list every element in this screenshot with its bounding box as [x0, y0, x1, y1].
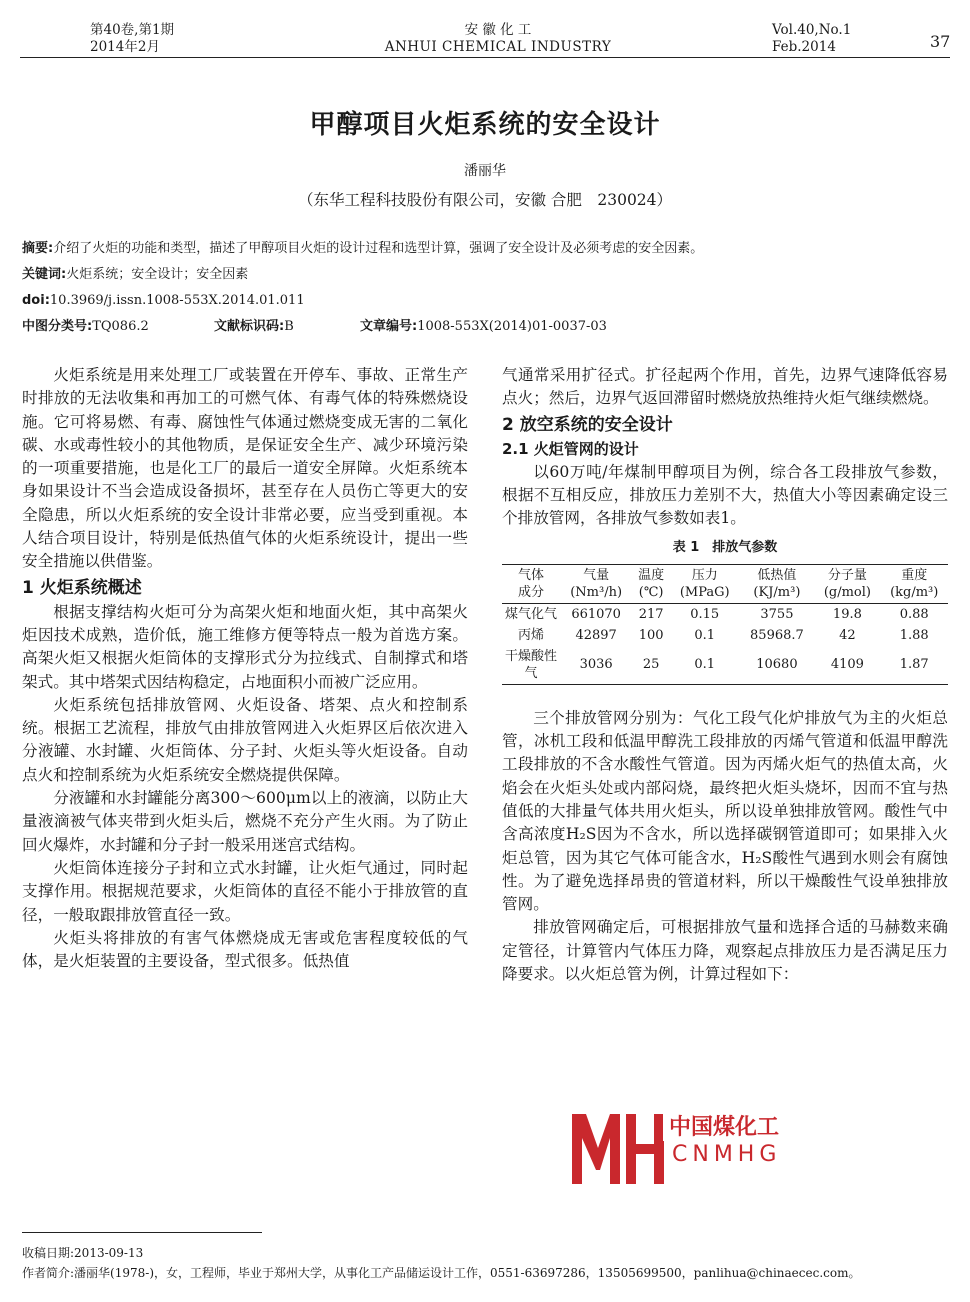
articleno-value: 1008-553X(2014)01-0037-03 — [417, 319, 607, 334]
table-cell: 0.1 — [694, 627, 716, 643]
subsection-heading-2-1: 2.1 火炬管网的设计 — [502, 439, 639, 458]
issue-date-cn: 2014年2月 — [90, 39, 160, 55]
doi-label: doi: — [22, 293, 50, 308]
table-cell: 10680 — [756, 657, 798, 673]
paragraph: 以60万吨/年煤制甲醇项目为例，综合各工段排放气参数，根据不互相反应，排放压力差别不大，热值大小等因素确定设三个排放管网，各排放气参数如表1。 — [502, 462, 948, 528]
paragraph: 火炬头将排放的有害气体燃烧成无害或危害程度较低的气体，是火炬装置的主要设备，型式很多。低热值 — [22, 928, 468, 971]
doccode-value: B — [284, 319, 294, 334]
table-cell: 3036 — [579, 657, 613, 673]
table-header-cell: 低热值 (KJ/m³) — [753, 567, 801, 600]
paragraph: 分液罐和水封罐能分离300～600μm以上的液滴，以防止大量液滴被气体夹带到火炬头后，燃烧不充分产生火雨。为了防止回火爆炸，水封罐和分子封一般采用迷宫式结构。 — [22, 789, 468, 854]
mh-logo-icon — [568, 1108, 668, 1188]
paragraph: 三个排放管网分别为：气化工段气化炉排放气为主的火炬总管，冰机工段和低温甲醇洗工段排放的丙烯气管道和低温甲醇洗工段排放的不含水酸性气管道。因为丙烯火炬气的热值太高，火焰会在火炬头处或内部闷烧，最终把火炬头烧坏，因而不宜与热值低的大排量气体共用火炬头，所以设单独排放管网。酸性气中含高浓度H₂S因为不含水，所以选择碳钢管道即可；如果排入火炬总管，因为其它气体可能含水，H₂S酸性气遇到水则会有腐蚀性。为了避免选择昂贵的管道材料，所以干燥酸性气设单独排放管网。 — [502, 708, 948, 914]
abstract — [22, 241, 952, 257]
table-cell: 42897 — [575, 627, 617, 643]
cnmhg-watermark-logo — [568, 1108, 904, 1188]
paragraph-continued: 气通常采用扩径式。扩径起两个作用，首先，边界气速降低容易点火；然后，边界气返回滞留时燃烧放热维持火炬气继续燃烧。 — [502, 366, 948, 408]
table-cell: 丙烯 — [517, 627, 544, 643]
table-cell: 煤气化气 — [504, 606, 557, 622]
table-caption: 表 1 排放气参数 — [672, 540, 778, 556]
table-cell: 661070 — [571, 606, 621, 622]
table-header-cell: 压力 (MPaG) — [679, 567, 730, 600]
doi — [22, 293, 952, 309]
table-header-cell: 气体 成分 — [517, 567, 544, 600]
footnote-divider — [22, 1232, 262, 1233]
table-header-cell: 分子量 (g/mol) — [823, 567, 871, 600]
table-cell: 42 — [839, 627, 856, 643]
doccode-label: 文献标识码: — [214, 319, 285, 334]
table-cell: 85968.7 — [750, 627, 804, 643]
table-header-cell: 重度 (kg/m³) — [890, 567, 939, 600]
abstract-label: 摘要: — [22, 241, 54, 256]
volume-issue-en: Vol.40,No.1 — [772, 22, 852, 38]
intro-paragraph: 火炬系统是用来处理工厂或装置在开停车、事故、正常生产时排放的无法收集和再加工的可燃气体、有毒气体的特殊燃烧设施。它可将易燃、有毒、腐蚀性气体通过燃烧变成无害的二氧化碳、水或毒性较小的其他物质，是保证安全生产、减少环境污染的一项重要措施，也是化工厂的最后一道安全屏障。火炬系统本身如果设计不当会造成设备损坏，甚至存在人员伤亡等更大的安全隐患，所以火炬系统的安全设计非常必要，应当受到重视。本人结合项目设计，特别是低热值气体的火炬系统设计，提出一些安全措施以供借鉴。 — [22, 366, 468, 571]
page-number: 37 — [930, 32, 951, 51]
table-cell: 0.88 — [899, 606, 929, 622]
table-cell: 3755 — [760, 606, 794, 622]
table-cell: 干燥酸性气 — [504, 648, 557, 681]
table-cell: 1.88 — [899, 627, 929, 643]
section-heading-1: 1 火炬系统概述 — [22, 577, 142, 598]
keywords-label: 关键词: — [22, 267, 67, 282]
journal-name-cn: 安 徽 化 工 — [464, 22, 532, 38]
watermark-english-text: CNMHG — [668, 1142, 785, 1167]
clc-label: 中图分类号: — [22, 319, 93, 334]
keywords-text: 火炬系统；安全设计；安全因素 — [66, 267, 249, 282]
table-row — [502, 603, 948, 625]
watermark-chinese-text: 中国煤化工 — [663, 1110, 785, 1141]
table-cell: 0.1 — [694, 657, 716, 673]
volume-issue: 第40卷,第1期 — [90, 22, 175, 38]
table-row — [502, 625, 948, 646]
table-cell: 217 — [638, 606, 664, 622]
table-cell: 100 — [638, 627, 664, 643]
issue-date-en: Feb.2014 — [772, 39, 836, 55]
article-author: 潘丽华 — [464, 163, 506, 179]
body-right-column — [502, 364, 948, 986]
table-cell: 25 — [642, 657, 660, 673]
article-title: 甲醇项目火炬系统的安全设计 — [309, 110, 661, 140]
table-cell: 4109 — [830, 657, 864, 673]
table-cell: 19.8 — [832, 606, 862, 622]
paragraph: 根据支撑结构火炬可分为高架火炬和地面火炬，其中高架火炬因技术成熟，造价低，施工维修方便等特点一般为首选方案。高架火炬又根据火炬筒体的支撑形式分为拉线式、自制撑式和塔架式。其中塔架式因结构稳定，占地面积小而被广泛应用。 — [22, 602, 468, 691]
abstract-text: 介绍了火炬的功能和类型，描述了甲醇项目火炬的设计过程和选型计算，强调了安全设计及必须考虑的安全因素。 — [53, 241, 704, 256]
table-row — [502, 646, 948, 685]
doi-value: 10.3969/j.issn.1008-553X.2014.01.011 — [49, 293, 305, 308]
journal-volume-info — [90, 22, 174, 56]
body-left-column — [22, 364, 468, 973]
clc-value: TQ086.2 — [92, 319, 149, 334]
table-header-cell: 气量 (Nm³/h) — [570, 567, 623, 600]
section-heading-2: 2 放空系统的安全设计 — [502, 414, 673, 435]
table-header-cell: 温度 (℃) — [638, 567, 665, 600]
journal-volume-info-en — [772, 22, 851, 56]
author-bio: 作者简介:潘丽华(1978-)，女，工程师，毕业于郑州大学，从事化工产品储运设计工作，0551-63697286，13505699500，panlihua@chinaecec.com。 — [22, 1266, 861, 1280]
keywords — [22, 267, 952, 283]
emission-gas-table — [502, 564, 948, 685]
author-affiliation: （东华工程科技股份有限公司，安徽 合肥 230024） — [297, 191, 673, 209]
table-cell: 1.87 — [899, 657, 929, 673]
paragraph: 排放管网确定后，可根据排放气量和选择合适的马赫数来确定管径，计算管内气体压力降，观察起点排放压力是否满足压力降要求。以火炬总管为例，计算过程如下： — [502, 918, 948, 984]
table-cell: 0.15 — [690, 606, 720, 622]
journal-name-en: ANHUI CHEMICAL INDUSTRY — [384, 39, 612, 55]
articleno-label: 文章编号: — [360, 319, 418, 334]
paragraph: 火炬系统包括排放管网、火炬设备、塔架、点火和控制系统。根据工艺流程，排放气由排放管网进入火炬界区后依次进入分液罐、水封罐、火炬筒体、分子封、火炬头等火炬设备。自动点火和控制系统为火炬系统安全燃烧提供保障。 — [22, 695, 468, 784]
header-divider — [20, 57, 950, 58]
paragraph: 火炬筒体连接分子封和立式水封罐，让火炬气通过，同时起支撑作用。根据规范要求，火炬筒体的直径不能小于排放管的直径，一般取跟排放管直径一致。 — [22, 858, 468, 924]
received-date: 收稿日期:2013-09-13 — [22, 1246, 144, 1260]
journal-name — [380, 22, 616, 56]
